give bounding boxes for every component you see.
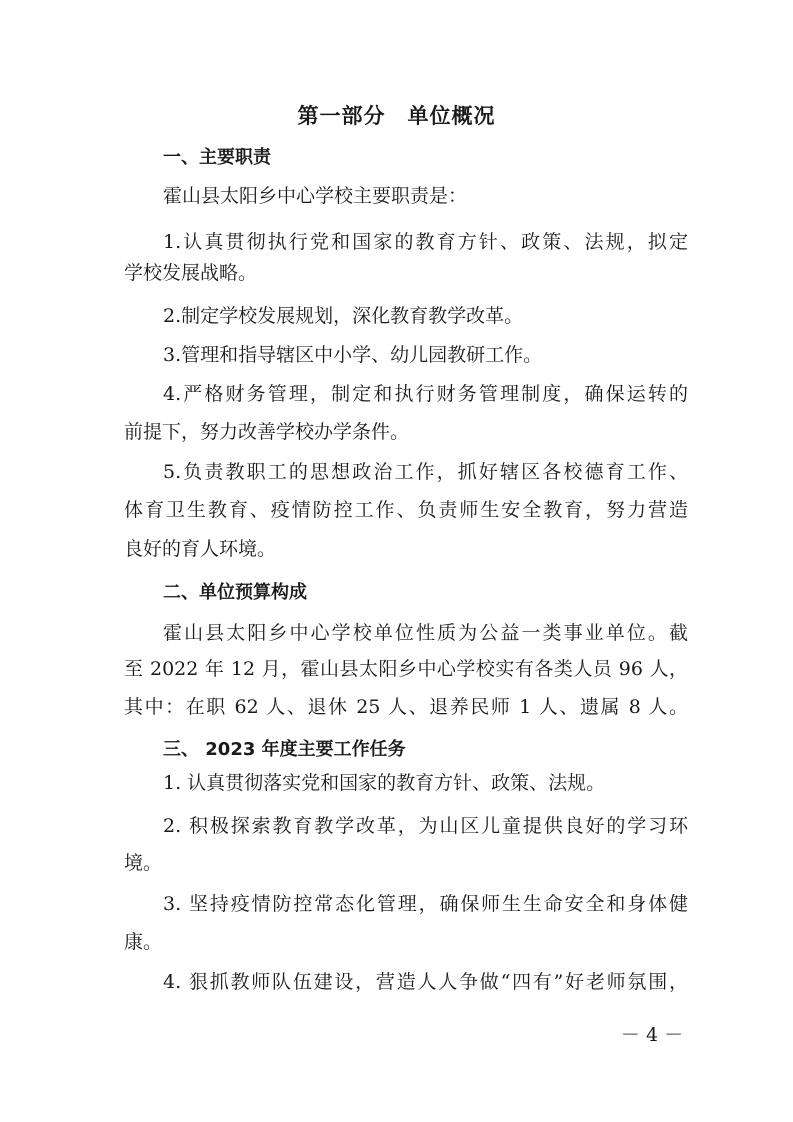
paragraph-line: 2. 积极探索教育教学改革，为山区儿童提供良好的学习环 [163, 815, 688, 837]
paragraph-line: 霍山县太阳乡中心学校主要职责是： [163, 185, 468, 207]
page-number: － 4 － [620, 1024, 684, 1046]
paragraph-line: 其中：在职 62 人、退休 25 人、退养民师 1 人、遗属 8 人。 [124, 696, 688, 718]
paragraph-line: 1.认真贯彻执行党和国家的教育方针、政策、法规，拟定 [163, 231, 688, 253]
paragraph-line: 境。 [124, 852, 163, 874]
paragraph-line: 3.管理和指导辖区中小学、幼儿园教研工作。 [163, 344, 543, 366]
paragraph-line: 前提下，努力改善学校办学条件。 [124, 421, 410, 443]
page-title: 第一部分 单位概况 [297, 104, 496, 128]
section-heading-budget-structure: 二、单位预算构成 [163, 582, 307, 603]
paragraph-line: 体育卫生教育、疫情防控工作、负责师生安全教育，努力营造 [124, 499, 688, 521]
paragraph-line: 4.严格财务管理，制定和执行财务管理制度，确保运转的 [163, 383, 688, 405]
paragraph-line: 至 2022 年 12 月，霍山县太阳乡中心学校实有各类人员 96 人， [124, 658, 688, 680]
paragraph-line: 4. 狠抓教师队伍建设，营造人人争做“四有”好老师氛围， [163, 971, 688, 993]
paragraph-line: 2.制定学校发展规划，深化教育教学改革。 [163, 305, 524, 327]
paragraph-line: 5.负责教职工的思想政治工作，抓好辖区各校德育工作、 [163, 461, 688, 483]
paragraph-line: 3. 坚持疫情防控常态化管理，确保师生生命安全和身体健 [163, 893, 688, 915]
paragraph-line: 良好的育人环境。 [124, 538, 277, 560]
paragraph-line: 康。 [124, 931, 163, 953]
paragraph-line: 1. 认真贯彻落实党和国家的教育方针、政策、法规。 [163, 772, 606, 794]
section-heading-duties: 一、主要职责 [163, 147, 271, 168]
section-heading-work-tasks: 三、 2023 年度主要工作任务 [163, 739, 406, 760]
paragraph-line: 霍山县太阳乡中心学校单位性质为公益一类事业单位。截 [163, 622, 688, 644]
paragraph-line: 学校发展战略。 [124, 262, 258, 284]
